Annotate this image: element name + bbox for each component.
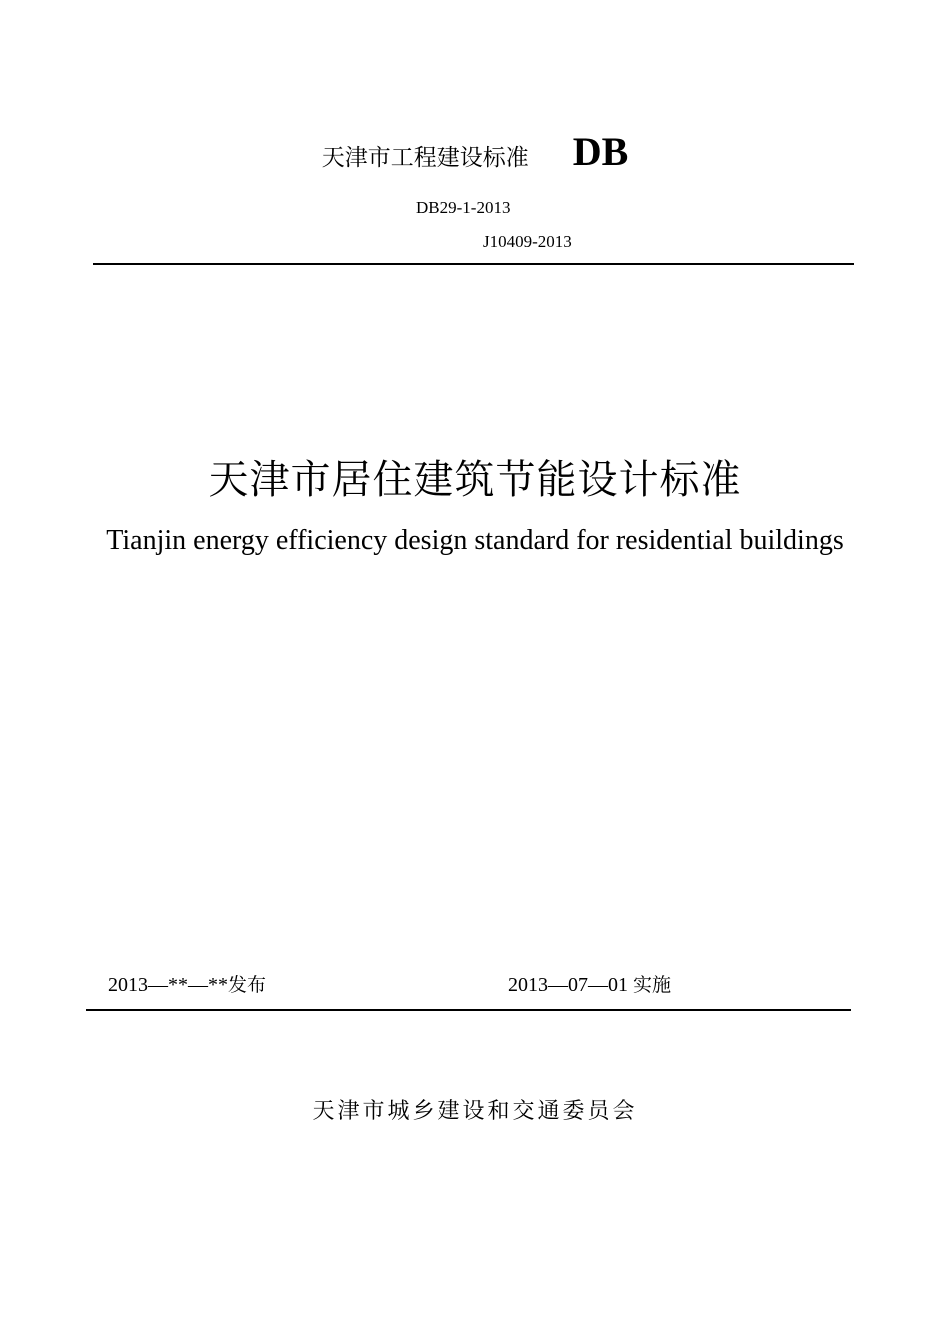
release-date-line bbox=[108, 970, 266, 997]
issuing-authority: 天津市城乡建设和交通委员会 bbox=[312, 1099, 638, 1124]
bottom-divider bbox=[86, 1009, 851, 1011]
release-date: 2013—**—** bbox=[108, 974, 228, 996]
release-label: 发布 bbox=[228, 974, 267, 996]
document-title: 天津市居住建筑节能设计标准 bbox=[208, 457, 742, 503]
record-code: J10409-2013 bbox=[483, 232, 572, 251]
standard-code: DB29-1-2013 bbox=[416, 198, 511, 217]
db-mark: DB bbox=[572, 129, 629, 174]
top-divider bbox=[93, 263, 854, 265]
document-title-english: Tianjin energy efficiency design standard for residential buildings bbox=[106, 525, 844, 556]
effective-date: 2013—07—01 bbox=[508, 974, 633, 996]
effective-label: 实施 bbox=[633, 974, 672, 996]
series-title: 天津市工程建设标准 bbox=[321, 145, 529, 171]
series-header bbox=[0, 128, 950, 175]
effective-date-line bbox=[508, 970, 671, 997]
